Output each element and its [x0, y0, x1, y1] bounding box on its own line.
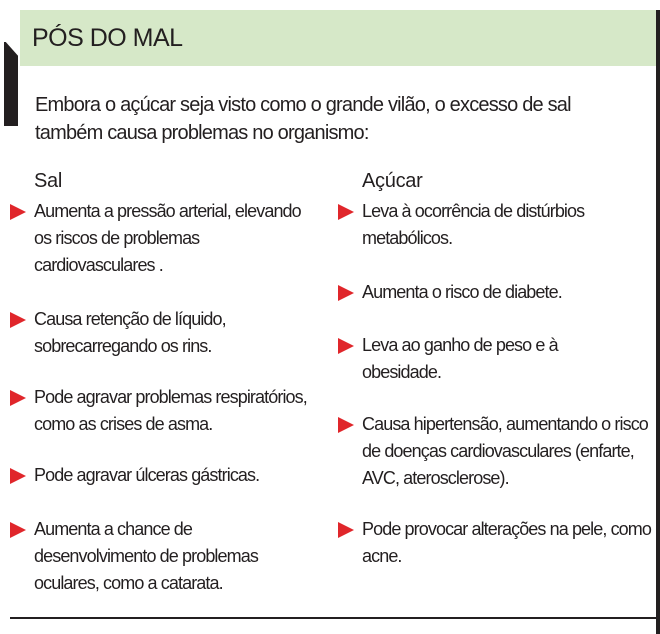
list-item-text: Pode agravar problemas respiratórios, como as crises de asma.	[34, 387, 307, 434]
list-item	[10, 306, 300, 360]
page-title: PÓS DO MAL	[32, 24, 183, 52]
list-item-text: Pode provocar alterações na pele, como acne.	[362, 519, 651, 566]
bullet-arrow-icon	[10, 390, 26, 406]
intro-text: Embora o açúcar seja visto como o grande vilão, o excesso de sal também causa problemas no organismo:	[35, 94, 571, 144]
list-item-text: Causa hipertensão, aumentando o risco de doenças cardiovasculares (enfarte, AVC, aterosclerose).	[362, 414, 648, 488]
list-item	[10, 462, 340, 489]
bullet-arrow-icon	[338, 417, 354, 433]
bullet-arrow-icon	[338, 285, 354, 301]
list-item	[338, 411, 656, 492]
side-accent-bar	[4, 42, 18, 126]
list-item	[338, 279, 638, 306]
bullet-arrow-icon	[338, 522, 354, 538]
list-item-text: Causa retenção de líquido, sobrecarregando os rins.	[34, 309, 226, 356]
list-item	[338, 332, 598, 386]
bullet-arrow-icon	[10, 522, 26, 538]
list-item	[10, 198, 310, 279]
list-item	[338, 198, 628, 252]
column-heading-sal: Sal	[34, 170, 63, 192]
bullet-arrow-icon	[338, 204, 354, 220]
bullet-arrow-icon	[10, 204, 26, 220]
column-heading-acucar: Açúcar	[362, 170, 423, 192]
list-item-text: Aumenta a chance de desenvolvimento de problemas oculares, como a catarata.	[34, 519, 258, 593]
list-item-text: Leva à ocorrência de distúrbios metabólicos.	[362, 201, 585, 248]
list-item	[338, 516, 656, 570]
right-edge-bar	[656, 10, 660, 634]
list-item-text: Leva ao ganho de peso e à obesidade.	[362, 335, 558, 382]
list-item-text: Aumenta a pressão arterial, elevando os riscos de problemas cardiovasculares .	[34, 201, 301, 275]
bullet-arrow-icon	[10, 312, 26, 328]
list-item	[10, 384, 340, 438]
list-item-text: Pode agravar úlceras gástricas.	[34, 465, 260, 485]
list-item	[10, 516, 310, 597]
bullet-arrow-icon	[338, 338, 354, 354]
bullet-arrow-icon	[10, 468, 26, 484]
list-item-text: Aumenta o risco de diabete.	[362, 282, 562, 302]
bottom-divider	[10, 617, 656, 619]
